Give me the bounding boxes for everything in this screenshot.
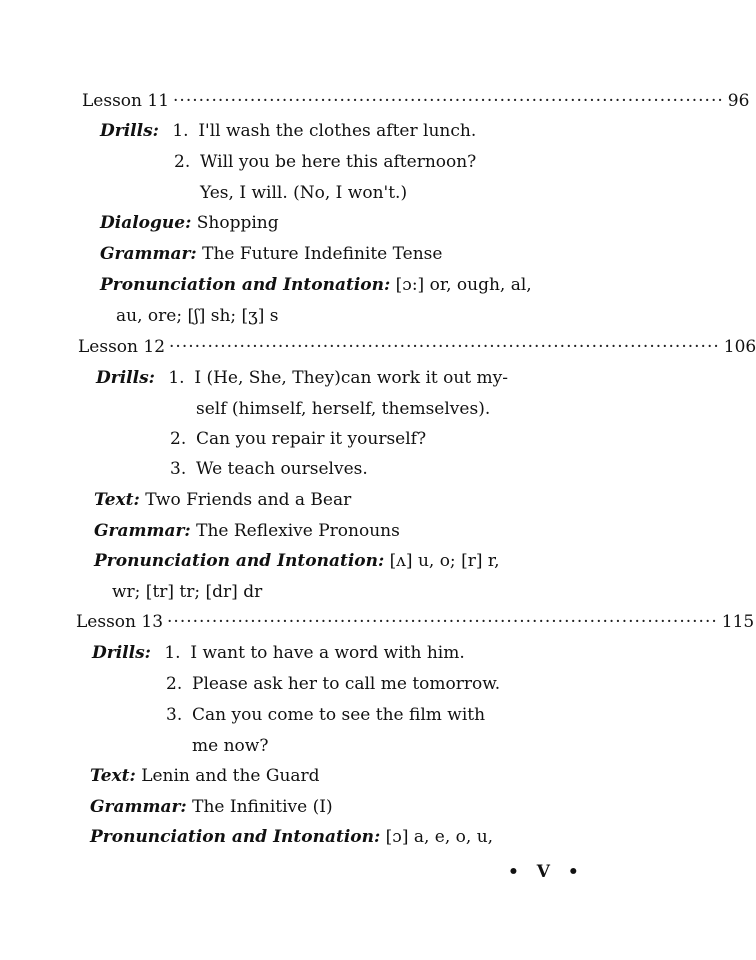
drill-number: 3. xyxy=(166,705,183,725)
grammar-label: Grammar: xyxy=(94,521,191,541)
text-title: Two Friends and a Bear xyxy=(145,490,352,510)
drill-number: 1. xyxy=(164,643,181,663)
drill-line xyxy=(166,673,500,695)
drill-text: Please ask her to call me tomorrow. xyxy=(192,674,501,694)
text-label: Text: xyxy=(90,766,136,786)
pronunciation-continuation: au, ore; [ʃ] sh; [ʒ] s xyxy=(116,306,279,326)
drill-number: 2. xyxy=(170,429,187,449)
drill-text: Can you come to see the film with xyxy=(192,705,486,725)
pronunciation-text: [ɔ:] or, ough, al, xyxy=(395,275,532,295)
section-line xyxy=(90,765,320,787)
drill-text: Will you be here this afternoon? xyxy=(200,152,477,172)
drill-line xyxy=(170,428,426,450)
grammar-line xyxy=(90,796,333,818)
drill-number: 2. xyxy=(174,152,191,172)
drill-number: 3. xyxy=(170,459,187,479)
lesson-title: Lesson 12 xyxy=(78,337,166,357)
pronunciation-line xyxy=(94,550,500,572)
page-number: 96 xyxy=(727,91,750,111)
drill-number: 2. xyxy=(166,674,183,694)
lesson-title: Lesson 11 xyxy=(82,91,170,111)
pronunciation-text: [ʌ] u, o; [r] r, xyxy=(389,551,500,571)
drill-text: I (He, She, They)can work it out my- xyxy=(194,368,509,388)
grammar-label: Grammar: xyxy=(100,244,197,264)
drills-label: Drills: xyxy=(100,121,159,141)
grammar-line xyxy=(94,520,400,542)
dot-leader: ······················································································ xyxy=(169,337,720,357)
drill-line xyxy=(170,458,368,480)
drill-text: Can you repair it yourself? xyxy=(196,429,427,449)
drill-number: 1. xyxy=(172,121,189,141)
dot-leader: ······················································································ xyxy=(167,612,718,632)
section-line xyxy=(100,212,279,234)
pronunciation-label: Pronunciation and Intonation: xyxy=(94,551,385,571)
lesson-12-heading-row xyxy=(78,336,756,358)
drill-line xyxy=(100,120,476,142)
grammar-line xyxy=(100,243,442,265)
dialogue-label: Dialogue: xyxy=(100,213,192,233)
pronunciation-text: [ɔ] a, e, o, u, xyxy=(385,827,494,847)
pronunciation-line xyxy=(90,826,493,848)
grammar-topic: The Infinitive (I) xyxy=(192,797,333,817)
lesson-13-heading-row xyxy=(76,611,755,633)
drill-text: I'll wash the clothes after lunch. xyxy=(198,121,477,141)
drill-text: We teach ourselves. xyxy=(196,459,368,479)
drill-line xyxy=(174,151,476,173)
text-title: Lenin and the Guard xyxy=(141,766,320,786)
pronunciation-line xyxy=(100,274,532,296)
drill-continuation: self (himself, herself, themselves). xyxy=(196,399,491,419)
grammar-topic: The Reflexive Pronouns xyxy=(196,521,400,541)
drills-label: Drills: xyxy=(92,643,151,663)
lesson-11-heading-row xyxy=(82,90,750,112)
section-line xyxy=(94,489,351,511)
lesson-title: Lesson 13 xyxy=(76,612,164,632)
drill-number: 1. xyxy=(168,368,185,388)
grammar-label: Grammar: xyxy=(90,797,187,817)
drill-continuation: me now? xyxy=(192,736,269,756)
grammar-topic: The Future Indefinite Tense xyxy=(202,244,443,264)
pronunciation-label: Pronunciation and Intonation: xyxy=(90,827,381,847)
drill-line xyxy=(166,704,485,726)
page-number: 106 xyxy=(723,337,756,357)
drill-text: I want to have a word with him. xyxy=(190,643,465,663)
text-label: Text: xyxy=(94,490,140,510)
drill-line xyxy=(92,642,465,664)
pronunciation-label: Pronunciation and Intonation: xyxy=(100,275,391,295)
page-number: 115 xyxy=(721,612,755,632)
dot-leader: ······················································································ xyxy=(173,91,724,111)
dialogue-title: Shopping xyxy=(196,213,279,233)
drills-label: Drills: xyxy=(96,368,155,388)
drill-continuation: Yes, I will. (No, I won't.) xyxy=(200,183,408,203)
drill-line xyxy=(96,367,508,389)
page-folio: • V • xyxy=(508,862,585,882)
pronunciation-continuation: wr; [tr] tr; [dr] dr xyxy=(112,582,263,602)
